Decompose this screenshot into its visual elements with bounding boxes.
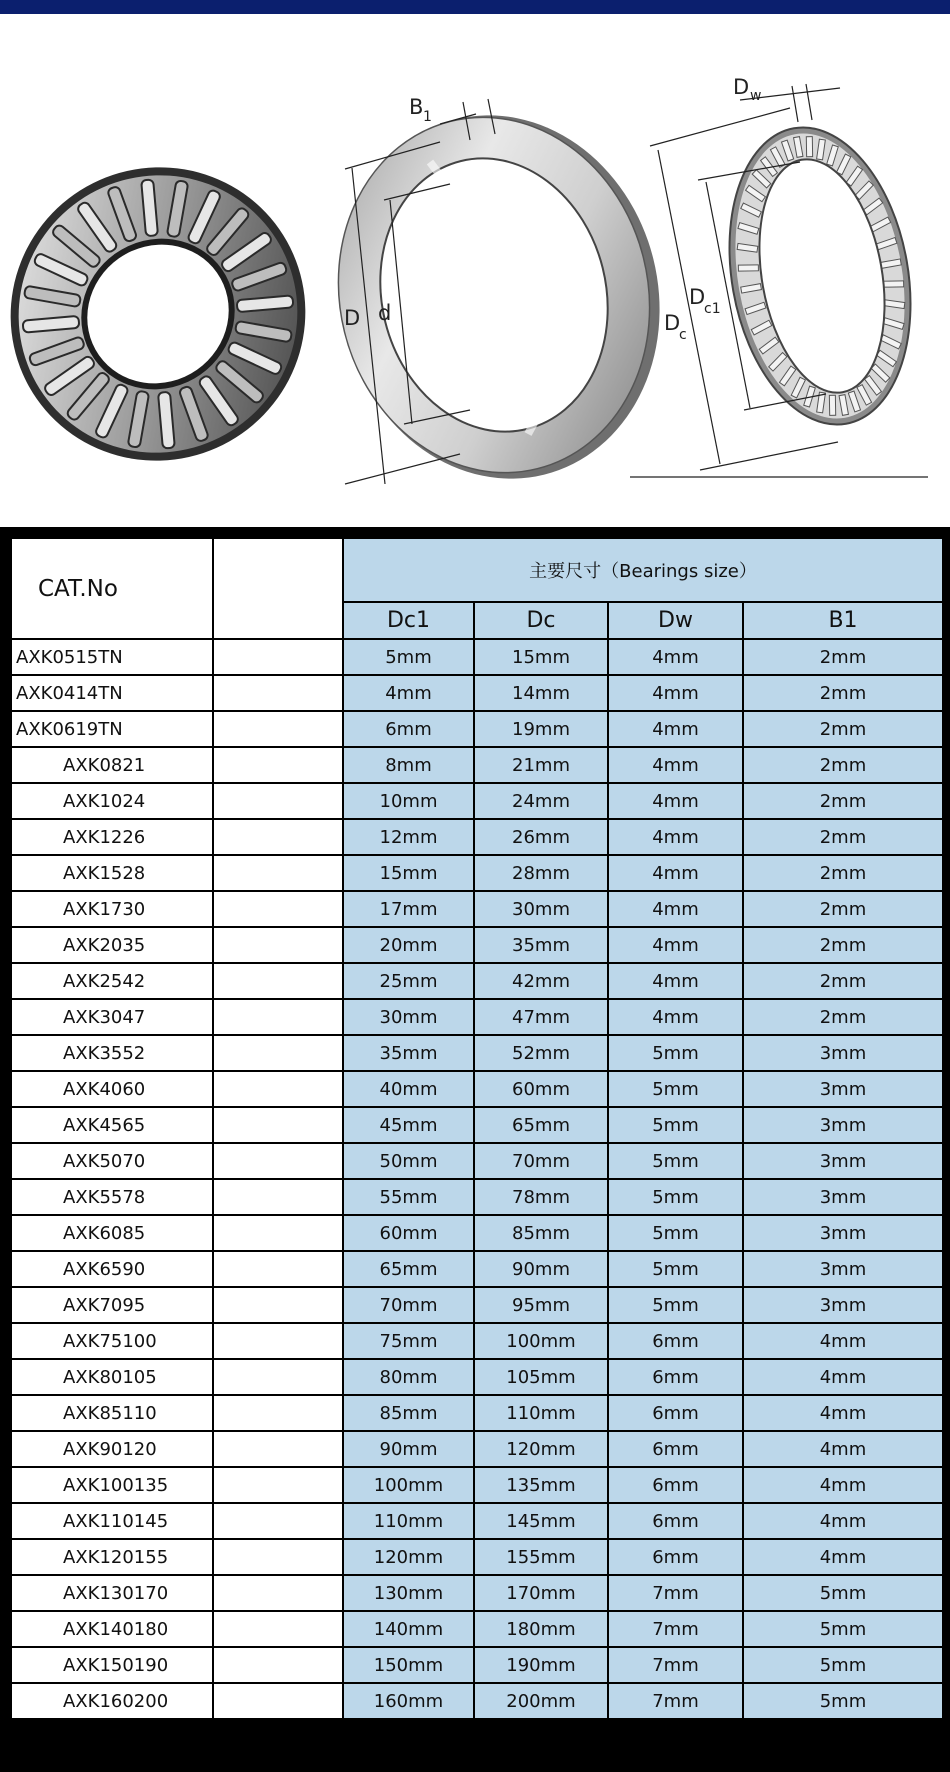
- dw-cell: 6mm: [608, 1467, 743, 1503]
- dc-cell: 78mm: [474, 1179, 608, 1215]
- dc1-cell: 160mm: [343, 1683, 474, 1719]
- cat-no-cell: AXK2542: [11, 963, 213, 999]
- dc1-cell: 100mm: [343, 1467, 474, 1503]
- dc1-cell: 20mm: [343, 927, 474, 963]
- blank-cell: [213, 1179, 343, 1215]
- label-B1: B: [409, 95, 424, 119]
- dc1-cell: 60mm: [343, 1215, 474, 1251]
- blank-cell: [213, 1395, 343, 1431]
- dc-cell: 95mm: [474, 1287, 608, 1323]
- dc1-cell: 70mm: [343, 1287, 474, 1323]
- table-row: [11, 819, 943, 855]
- dc1-cell: 45mm: [343, 1107, 474, 1143]
- b1-cell: 3mm: [743, 1107, 943, 1143]
- table-row: [11, 1611, 943, 1647]
- blank-cell: [213, 711, 343, 747]
- dw-cell: 5mm: [608, 1287, 743, 1323]
- cage-roller: [829, 395, 835, 415]
- dc-cell: 190mm: [474, 1647, 608, 1683]
- dw-cell: 7mm: [608, 1611, 743, 1647]
- dc1-cell: 75mm: [343, 1323, 474, 1359]
- b1-cell: 2mm: [743, 999, 943, 1035]
- table-row: [11, 1503, 943, 1539]
- b1-cell: 2mm: [743, 639, 943, 675]
- dc-cell: 28mm: [474, 855, 608, 891]
- b1-cell: 5mm: [743, 1683, 943, 1719]
- table-row: [11, 1431, 943, 1467]
- table-row: [11, 1359, 943, 1395]
- blank-cell: [213, 747, 343, 783]
- blank-cell: [213, 1143, 343, 1179]
- b1-cell: 5mm: [743, 1575, 943, 1611]
- dw-cell: 4mm: [608, 747, 743, 783]
- b1-cell: 4mm: [743, 1467, 943, 1503]
- dc-cell: 155mm: [474, 1539, 608, 1575]
- dc-cell: 85mm: [474, 1215, 608, 1251]
- cat-no-cell: AXK0515TN: [11, 639, 213, 675]
- b1-cell: 3mm: [743, 1071, 943, 1107]
- b1-cell: 2mm: [743, 819, 943, 855]
- cat-no-cell: AXK150190: [11, 1647, 213, 1683]
- label-Dc: D: [664, 311, 681, 335]
- cage-roller: [806, 137, 812, 157]
- blank-cell: [213, 999, 343, 1035]
- label-Dc-sub: c: [679, 327, 687, 343]
- dc-cell: 26mm: [474, 819, 608, 855]
- dw-cell: 6mm: [608, 1431, 743, 1467]
- table-row: [11, 1071, 943, 1107]
- dc-cell: 105mm: [474, 1359, 608, 1395]
- dc-cell: 30mm: [474, 891, 608, 927]
- cat-no-cell: AXK1528: [11, 855, 213, 891]
- table-row: [11, 1539, 943, 1575]
- dc1-cell: 8mm: [343, 747, 474, 783]
- table-row: [11, 1647, 943, 1683]
- dw-cell: 4mm: [608, 999, 743, 1035]
- dc1-cell: 110mm: [343, 1503, 474, 1539]
- dw-cell: 4mm: [608, 927, 743, 963]
- dc-cell: 52mm: [474, 1035, 608, 1071]
- cat-no-header: CAT.No: [11, 538, 213, 639]
- dc1-cell: 90mm: [343, 1431, 474, 1467]
- cat-no-cell: AXK4565: [11, 1107, 213, 1143]
- dc1-cell: 17mm: [343, 891, 474, 927]
- blank-cell: [213, 1647, 343, 1683]
- dc-cell: 47mm: [474, 999, 608, 1035]
- dw-cell: 5mm: [608, 1107, 743, 1143]
- cat-no-cell: AXK0619TN: [11, 711, 213, 747]
- table-row: [11, 1251, 943, 1287]
- b1-cell: 4mm: [743, 1503, 943, 1539]
- table-body: [11, 639, 943, 1719]
- dc1-cell: 6mm: [343, 711, 474, 747]
- dc1-cell: 5mm: [343, 639, 474, 675]
- blank-cell: [213, 891, 343, 927]
- b1-cell: 5mm: [743, 1611, 943, 1647]
- dc1-cell: 4mm: [343, 675, 474, 711]
- b1-cell: 4mm: [743, 1395, 943, 1431]
- dc-cell: 170mm: [474, 1575, 608, 1611]
- dc-cell: 70mm: [474, 1143, 608, 1179]
- table-row: [11, 1287, 943, 1323]
- cat-no-cell: AXK80105: [11, 1359, 213, 1395]
- table-row: [11, 1575, 943, 1611]
- cat-no-cell: AXK6085: [11, 1215, 213, 1251]
- table-row: [11, 1215, 943, 1251]
- blank-cell: [213, 1323, 343, 1359]
- label-D: D: [344, 306, 361, 330]
- blank-cell: [213, 1611, 343, 1647]
- dc1-cell: 80mm: [343, 1359, 474, 1395]
- cage-drawing: [630, 75, 933, 477]
- table-row: [11, 747, 943, 783]
- table-row: [11, 999, 943, 1035]
- cat-no-cell: AXK1730: [11, 891, 213, 927]
- cat-no-cell: AXK100135: [11, 1467, 213, 1503]
- b1-cell: 5mm: [743, 1647, 943, 1683]
- dc1-cell: 130mm: [343, 1575, 474, 1611]
- dw-cell: 4mm: [608, 711, 743, 747]
- dw-cell: 4mm: [608, 963, 743, 999]
- cat-no-cell: AXK5070: [11, 1143, 213, 1179]
- dc-cell: 100mm: [474, 1323, 608, 1359]
- label-d: d: [378, 301, 392, 325]
- dw-cell: 7mm: [608, 1683, 743, 1719]
- dw-cell: 5mm: [608, 1035, 743, 1071]
- blank-cell: [213, 1107, 343, 1143]
- top-banner-bar: [0, 0, 950, 14]
- dc1-cell: 120mm: [343, 1539, 474, 1575]
- b1-cell: 2mm: [743, 747, 943, 783]
- table-row: [11, 1035, 943, 1071]
- dw-cell: 6mm: [608, 1395, 743, 1431]
- cat-no-cell: AXK90120: [11, 1431, 213, 1467]
- dc-cell: 60mm: [474, 1071, 608, 1107]
- dc-cell: 145mm: [474, 1503, 608, 1539]
- dc1-cell: 15mm: [343, 855, 474, 891]
- cat-no-cell: AXK5578: [11, 1179, 213, 1215]
- dw-cell: 6mm: [608, 1323, 743, 1359]
- dw-cell: 4mm: [608, 891, 743, 927]
- bearings-size-header: 主要尺寸（Bearings size）: [343, 538, 943, 602]
- cat-no-cell: AXK7095: [11, 1287, 213, 1323]
- b1-cell: 4mm: [743, 1359, 943, 1395]
- blank-cell: [213, 1215, 343, 1251]
- dw-cell: 4mm: [608, 639, 743, 675]
- cat-no-cell: AXK3047: [11, 999, 213, 1035]
- b1-cell: 2mm: [743, 963, 943, 999]
- cat-no-cell: AXK1024: [11, 783, 213, 819]
- blank-cell: [213, 1431, 343, 1467]
- cat-no-cell: AXK160200: [11, 1683, 213, 1719]
- table-row: [11, 675, 943, 711]
- blank-cell: [213, 639, 343, 675]
- spec-table-frame: [0, 527, 950, 1772]
- blank-cell: [213, 1287, 343, 1323]
- blank-cell: [213, 1251, 343, 1287]
- label-Dw-sub: w: [750, 88, 762, 104]
- b1-cell: 4mm: [743, 1431, 943, 1467]
- table-row: [11, 1395, 943, 1431]
- table-row: [11, 1143, 943, 1179]
- dw-cell: 6mm: [608, 1539, 743, 1575]
- b1-cell: 4mm: [743, 1539, 943, 1575]
- table-row: [11, 1107, 943, 1143]
- diagram-canvas: [0, 14, 950, 526]
- column-header-dc1: Dc1: [343, 602, 474, 639]
- cat-no-cell: AXK2035: [11, 927, 213, 963]
- dw-cell: 5mm: [608, 1215, 743, 1251]
- dc1-cell: 25mm: [343, 963, 474, 999]
- dc1-cell: 35mm: [343, 1035, 474, 1071]
- table-row: [11, 1323, 943, 1359]
- dw-cell: 6mm: [608, 1359, 743, 1395]
- dc-cell: 65mm: [474, 1107, 608, 1143]
- blank-cell: [213, 819, 343, 855]
- table-row: [11, 963, 943, 999]
- blank-cell: [213, 1035, 343, 1071]
- b1-cell: 3mm: [743, 1215, 943, 1251]
- washer-drawing: [301, 81, 697, 513]
- cat-no-cell: AXK75100: [11, 1323, 213, 1359]
- dc-cell: 24mm: [474, 783, 608, 819]
- dw-cell: 4mm: [608, 675, 743, 711]
- dc-cell: 200mm: [474, 1683, 608, 1719]
- blank-header: [213, 538, 343, 639]
- dc1-cell: 85mm: [343, 1395, 474, 1431]
- blank-cell: [213, 1539, 343, 1575]
- dw-cell: 7mm: [608, 1647, 743, 1683]
- dc1-cell: 150mm: [343, 1647, 474, 1683]
- dc-cell: 35mm: [474, 927, 608, 963]
- blank-cell: [213, 855, 343, 891]
- dw-cell: 7mm: [608, 1575, 743, 1611]
- bearing-diagrams: [0, 14, 950, 526]
- dc1-cell: 40mm: [343, 1071, 474, 1107]
- blank-cell: [213, 1683, 343, 1719]
- dc1-cell: 12mm: [343, 819, 474, 855]
- b1-cell: 2mm: [743, 855, 943, 891]
- b1-cell: 3mm: [743, 1287, 943, 1323]
- dc-cell: 19mm: [474, 711, 608, 747]
- blank-cell: [213, 1575, 343, 1611]
- cat-no-cell: AXK0414TN: [11, 675, 213, 711]
- dc1-cell: 65mm: [343, 1251, 474, 1287]
- column-header-dw: Dw: [608, 602, 743, 639]
- cat-no-cell: AXK1226: [11, 819, 213, 855]
- table-row: [11, 1179, 943, 1215]
- blank-cell: [213, 783, 343, 819]
- cat-no-cell: AXK4060: [11, 1071, 213, 1107]
- dc1-cell: 50mm: [343, 1143, 474, 1179]
- blank-cell: [213, 1359, 343, 1395]
- b1-cell: 2mm: [743, 675, 943, 711]
- blank-cell: [213, 675, 343, 711]
- table-row: [11, 1683, 943, 1719]
- cat-no-cell: AXK3552: [11, 1035, 213, 1071]
- table-header-row: [11, 538, 943, 602]
- b1-cell: 3mm: [743, 1179, 943, 1215]
- b1-cell: 3mm: [743, 1251, 943, 1287]
- table-row: [11, 783, 943, 819]
- dw-cell: 5mm: [608, 1251, 743, 1287]
- table-row: [11, 1467, 943, 1503]
- blank-cell: [213, 1071, 343, 1107]
- blank-cell: [213, 1467, 343, 1503]
- table-row: [11, 639, 943, 675]
- label-Dw: D: [733, 75, 750, 99]
- dc-cell: 15mm: [474, 639, 608, 675]
- blank-cell: [213, 927, 343, 963]
- b1-cell: 3mm: [743, 1143, 943, 1179]
- table-row: [11, 891, 943, 927]
- column-header-dc: Dc: [474, 602, 608, 639]
- b1-cell: 2mm: [743, 927, 943, 963]
- b1-cell: 4mm: [743, 1323, 943, 1359]
- dc1-cell: 140mm: [343, 1611, 474, 1647]
- cat-no-cell: AXK6590: [11, 1251, 213, 1287]
- dw-cell: 4mm: [608, 855, 743, 891]
- dw-cell: 5mm: [608, 1071, 743, 1107]
- blank-cell: [213, 963, 343, 999]
- cat-no-cell: AXK130170: [11, 1575, 213, 1611]
- needle-bearing-photo: [0, 110, 363, 519]
- dw-cell: 5mm: [608, 1179, 743, 1215]
- table-row: [11, 855, 943, 891]
- cat-no-cell: AXK140180: [11, 1611, 213, 1647]
- table-row: [11, 927, 943, 963]
- cage-roller: [884, 281, 904, 287]
- label-B1-sub: 1: [423, 109, 432, 125]
- cat-no-cell: AXK110145: [11, 1503, 213, 1539]
- dc1-cell: 10mm: [343, 783, 474, 819]
- b1-cell: 2mm: [743, 891, 943, 927]
- b1-cell: 3mm: [743, 1035, 943, 1071]
- b1-cell: 2mm: [743, 783, 943, 819]
- dc-cell: 180mm: [474, 1611, 608, 1647]
- dc-cell: 14mm: [474, 675, 608, 711]
- blank-cell: [213, 1503, 343, 1539]
- cat-no-cell: AXK0821: [11, 747, 213, 783]
- dc-cell: 135mm: [474, 1467, 608, 1503]
- cage-roller: [738, 265, 758, 271]
- label-Dc1: D: [689, 285, 706, 309]
- dw-cell: 4mm: [608, 819, 743, 855]
- dc1-cell: 55mm: [343, 1179, 474, 1215]
- table-row: [11, 711, 943, 747]
- label-Dc1-sub: c1: [704, 301, 721, 317]
- dc-cell: 110mm: [474, 1395, 608, 1431]
- dc-cell: 90mm: [474, 1251, 608, 1287]
- dc-cell: 42mm: [474, 963, 608, 999]
- b1-cell: 2mm: [743, 711, 943, 747]
- dc1-cell: 30mm: [343, 999, 474, 1035]
- cat-no-cell: AXK85110: [11, 1395, 213, 1431]
- dc-cell: 21mm: [474, 747, 608, 783]
- dw-cell: 4mm: [608, 783, 743, 819]
- dc-cell: 120mm: [474, 1431, 608, 1467]
- column-header-b1: B1: [743, 602, 943, 639]
- dw-cell: 6mm: [608, 1503, 743, 1539]
- dw-cell: 5mm: [608, 1143, 743, 1179]
- cat-no-cell: AXK120155: [11, 1539, 213, 1575]
- bearing-spec-table: [10, 537, 944, 1720]
